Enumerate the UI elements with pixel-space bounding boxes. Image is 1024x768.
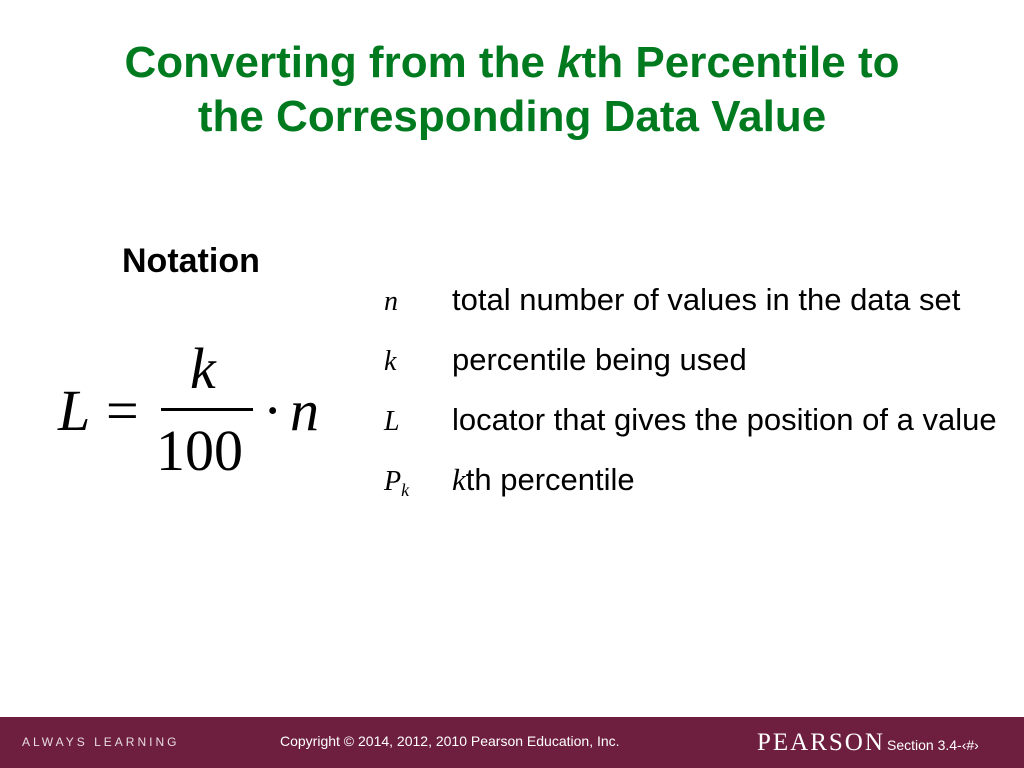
- slide-title: [0, 36, 1024, 144]
- definition-text: total number of values in the data set: [452, 282, 961, 317]
- footer-bar: [0, 717, 1024, 768]
- section-number: Section 3.4-‹#›: [887, 737, 979, 753]
- definition-symbol: n: [384, 286, 398, 317]
- formula-equals: =: [106, 378, 139, 443]
- formula-rhs: n: [290, 378, 319, 443]
- notation-heading: Notation: [122, 242, 260, 280]
- title-line-1: Converting from the kth Percentile to: [124, 38, 900, 87]
- definition-text: locator that gives the position of a value: [452, 402, 997, 437]
- definition-row: [384, 278, 1024, 324]
- formula-numerator: k: [190, 336, 216, 401]
- formula-denominator: 100: [156, 418, 243, 483]
- definition-row: [384, 398, 1024, 444]
- formula-dot: ·: [263, 378, 283, 443]
- definition-symbol: $P_k$: [384, 466, 410, 500]
- symbol-subscript: k: [401, 480, 410, 500]
- definition-text: kth percentile: [452, 462, 635, 497]
- pearson-logo: PEARSON: [757, 729, 885, 756]
- always-learning-tagline: ALWAYS LEARNING: [22, 735, 180, 749]
- definition-symbol: L: [384, 406, 400, 437]
- definitions-list: [384, 278, 1024, 512]
- formula-lhs: L: [58, 378, 91, 443]
- copyright-text: Copyright © 2014, 2012, 2010 Pearson Education, Inc.: [280, 733, 620, 749]
- definition-symbol: k: [384, 346, 397, 377]
- locator-formula: [58, 335, 348, 485]
- title-line-2: the Corresponding Data Value: [197, 92, 827, 141]
- title-k: k: [557, 38, 582, 87]
- definition-row: [384, 458, 1024, 512]
- definition-text: percentile being used: [452, 342, 747, 377]
- fraction-bar: [161, 408, 253, 411]
- definition-row: [384, 338, 1024, 384]
